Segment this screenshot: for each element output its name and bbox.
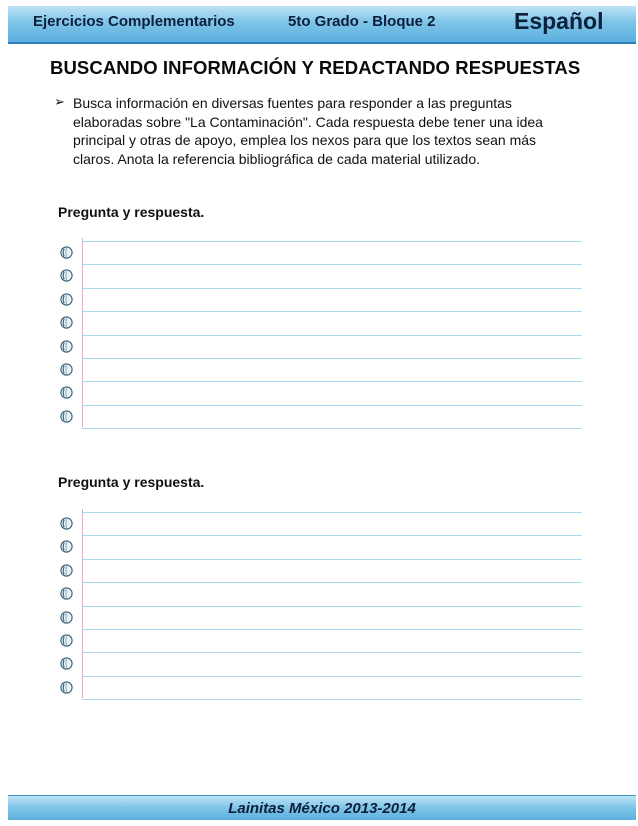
ruled-line [82,335,582,336]
notebook-margin-line [82,238,83,427]
notebook-ring-icon [60,587,73,600]
notebook-lines-1 [58,238,582,438]
notebook-ring-icon [60,386,73,399]
ruled-line [82,405,582,406]
section-label-1: Pregunta y respuesta. [58,204,205,220]
section-label-2: Pregunta y respuesta. [58,474,205,490]
notebook-ring-icon [60,564,73,577]
ruled-line [82,629,582,630]
ruled-line [82,676,582,677]
notebook-ring-icon [60,681,73,694]
notebook-ring-icon [60,246,73,259]
header-rule [8,42,636,44]
header-course: Ejercicios Complementarios [33,13,235,30]
ruled-line [82,428,582,429]
header-grade: 5to Grado - Bloque 2 [288,13,436,30]
notebook-ring-icon [60,540,73,553]
notebook-lines-2 [58,509,582,709]
notebook-ring-icon [60,657,73,670]
footer-band [8,795,636,820]
ruled-line [82,606,582,607]
ruled-line [82,241,582,242]
notebook-ring-icon [60,340,73,353]
ruled-line [82,582,582,583]
footer-text: Lainitas México 2013-2014 [228,800,416,817]
ruled-line [82,358,582,359]
page-title: BUSCANDO INFORMACIÓN Y REDACTANDO RESPUESTAS [50,57,581,78]
notebook-ring-icon [60,269,73,282]
ruled-line [82,699,582,700]
notebook-ring-icon [60,293,73,306]
notebook-ring-icon [60,517,73,530]
notebook-ring-icon [60,316,73,329]
notebook-ring-icon [60,611,73,624]
notebook-margin-line [82,509,83,698]
ruled-line [82,535,582,536]
instructions-text: Busca información en diversas fuentes para responder a las preguntas elaboradas sobre "La Contaminación". Cada respuesta debe tener una idea principal y otras de apoyo, emplea los nexos para que los textos sean más claros. Anota la referencia bibliográfica de cada material utilizado. [73,95,543,167]
notebook-ring-icon [60,363,73,376]
header-subject: Español [514,8,604,34]
notebook-ring-icon [60,410,73,423]
ruled-line [82,264,582,265]
notebook-ring-icon [60,634,73,647]
ruled-line [82,288,582,289]
bullet-arrow-icon: ➢ [54,94,65,109]
ruled-line [82,652,582,653]
ruled-line [82,381,582,382]
ruled-line [82,559,582,560]
ruled-line [82,311,582,312]
ruled-line [82,512,582,513]
